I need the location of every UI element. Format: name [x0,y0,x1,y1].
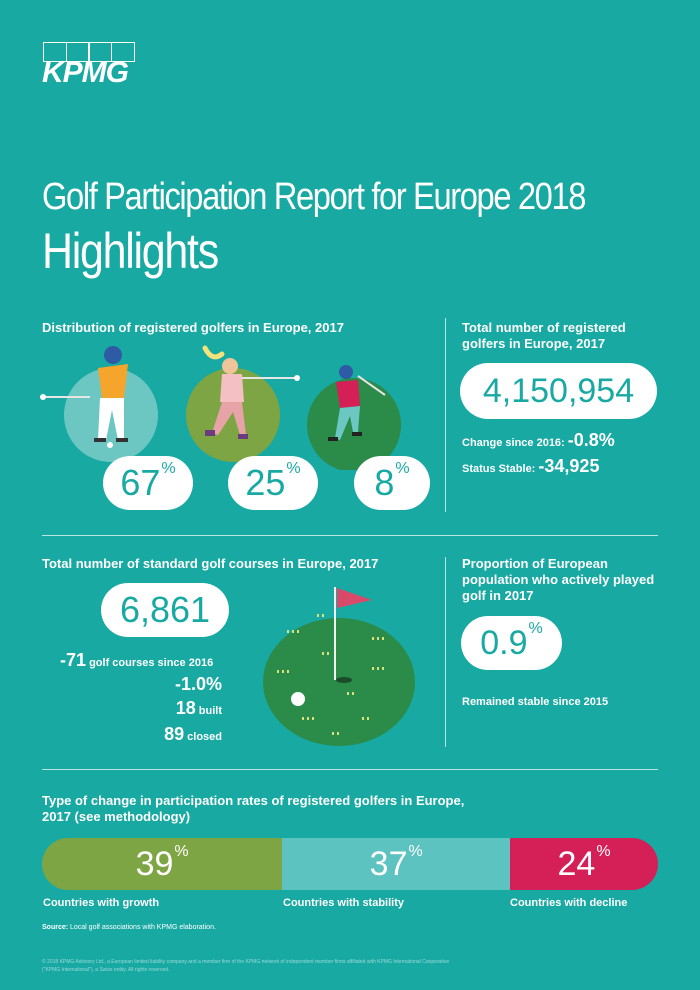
status-value: -34,925 [538,456,600,476]
kpmg-logo: KPMG [42,56,128,89]
golf-ball-icon [291,692,305,706]
golfer-3-shirt [336,380,360,408]
copyright-footer: © 2018 KPMG Advisory Ltd., a European limited liability company and a member firm of the KPMG network of independent member firms affiliated with KPMG International Cooperative ("KPMG International"), a Swiss entity. All rights reserved. [42,959,450,973]
population-pill [461,616,562,670]
distribution-pill-3 [354,456,430,510]
distribution-pill-2 [228,456,318,510]
golfer-1-shirt [98,364,128,398]
bar-segment-decline: 24 % [510,838,658,890]
golfer-3-head [339,365,353,379]
courses-since-label: golf courses since 2016 [86,657,214,669]
population-heading: Proportion of European population who actively played golf in 2017 [462,556,655,603]
courses-closed [140,724,222,745]
hole-icon [336,677,352,683]
percent-sign: % [286,460,301,477]
distribution-value-3: 8 [374,462,395,503]
total-golfers-value: 4,150,954 [482,371,635,410]
courses-built [140,698,222,719]
flag-icon [337,588,372,608]
population-note: Remained stable since 2015 [462,696,609,708]
source-note [42,924,216,931]
label-decline: Countries with decline [510,897,628,909]
closed-value: 89 [164,724,185,744]
distribution-pill-1 [103,456,193,510]
change-label: Change since 2016: [462,437,568,449]
bar-segment-stability: 37 % [282,838,510,890]
status-stable [462,456,599,477]
label-growth: Countries with growth [43,897,160,909]
courses-pill [101,583,229,637]
percent-sign: % [174,843,189,860]
golfers-illustration [40,340,420,470]
total-golfers-pill [460,363,657,419]
golfer-1-head [104,346,122,364]
golf-green-illustration [262,582,418,752]
vertical-divider [445,557,446,747]
percent-sign: % [161,460,176,477]
golfer-2-shirt [220,374,244,402]
golfer-2-head [222,358,238,374]
percent-sign: % [395,460,410,477]
report-title: Golf Participation Report for Europe 2018 [42,176,586,218]
report-subtitle: Highlights [42,223,218,279]
change-type-heading: Type of change in participation rates of registered golfers in Europe, 2017 (see methodology) [42,793,465,824]
distribution-value-1: 67 [120,462,161,503]
closed-label: closed [184,731,222,743]
status-label: Status Stable: [462,463,539,475]
courses-pct-change: -1.0% [174,674,222,694]
source-label: Source: [42,924,69,931]
courses-since-2016 [60,650,213,671]
total-golfers-heading: Total number of registered golfers in Europe, 2017 [462,320,626,351]
change-type-bar [42,838,658,890]
courses-value: 6,861 [119,589,211,630]
change-value: -0.8% [567,430,615,450]
percent-sign: % [596,843,611,860]
bar-segment-growth: 39 % [42,838,282,890]
percent-sign: % [408,843,423,860]
vertical-divider [445,318,446,512]
horizontal-divider [42,769,658,770]
courses-heading: Total number of standard golf courses in Europe, 2017 [42,556,379,571]
courses-since-value: -71 [60,650,87,670]
source-text: Local golf associations with KPMG elaboration. [68,924,216,931]
built-value: 18 [175,698,196,718]
horizontal-divider [42,535,658,536]
change-since-2016 [462,430,615,451]
population-value: 0.9 [480,623,528,662]
distribution-heading: Distribution of registered golfers in Europe, 2017 [42,320,344,335]
built-label: built [195,705,222,717]
percent-sign: % [528,620,543,637]
label-stability: Countries with stability [283,897,405,909]
distribution-value-2: 25 [245,462,286,503]
